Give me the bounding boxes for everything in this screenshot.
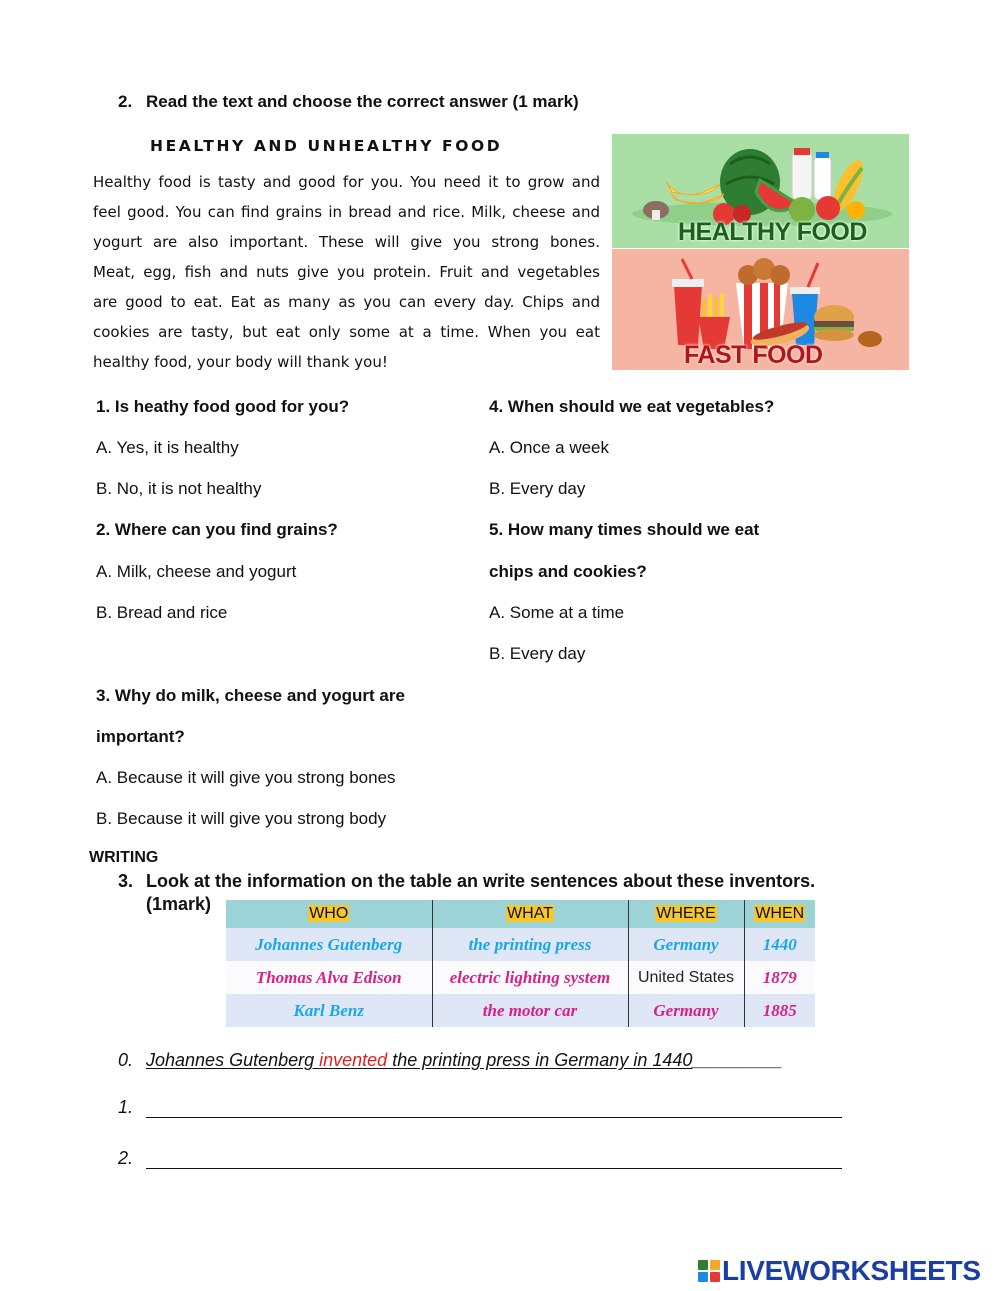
example-part-2: the printing press in Germany in 1440 [387,1050,693,1070]
fast-food-picture [612,249,909,370]
story-line: yogurt are also important. These will give you strong bones. [93,233,600,251]
example-answer [118,1050,782,1071]
header-what-label: WHAT [507,905,553,922]
section-3-mark: (1mark) [146,894,212,914]
header-what [432,900,628,928]
liveworksheets-logo [698,1255,981,1285]
cell-who: Johannes Gutenberg [226,928,432,961]
cell-when: 1885 [744,994,815,1027]
cell-where: United States [628,961,744,994]
table-row [226,928,815,961]
question-2-option-a[interactable]: A. Milk, cheese and yogurt [96,562,297,581]
cell-who: Karl Benz [226,994,432,1027]
story-title: HEALTHY AND UNHEALTHY FOOD [150,137,503,155]
header-when-label: WHEN [755,905,805,922]
question-1-option-b[interactable]: B. No, it is not healthy [96,479,262,498]
answer-row-2 [118,1148,842,1169]
story-line: feel good. You can find grains in bread and rice. Milk, cheese and [93,203,600,221]
cell-where: Germany [628,928,744,961]
answer-row-1 [118,1097,842,1118]
answer-1-number: 1. [118,1097,134,1117]
answer-2-number: 2. [118,1148,134,1168]
story-line: Healthy food is tasty and good for you. You need it to grow and [93,173,600,191]
logo-blocks-icon [698,1258,722,1284]
section-2-number: 2. [118,92,133,111]
section-3-number: 3. [118,871,134,891]
example-verb: invented [319,1050,388,1070]
cell-where: Germany [628,994,744,1027]
cell-when: 1879 [744,961,815,994]
answer-1-input[interactable] [146,1098,842,1118]
story-line: cookies are tasty, but eat only some at a time. When you eat [93,323,600,341]
table-header-row [226,900,815,928]
question-4-option-a[interactable]: A. Once a week [489,438,610,457]
question-3: 3. Why do milk, cheese and yogurt are [96,686,405,705]
question-5-option-a[interactable]: A. Some at a time [489,603,625,622]
example-blank: _________ [692,1050,783,1070]
question-2-option-b[interactable]: B. Bread and rice [96,603,228,622]
answer-2-input[interactable] [146,1149,842,1169]
inventors-table [226,900,815,1027]
header-when [744,900,815,928]
writing-heading: WRITING [89,849,159,866]
story-line: Meat, egg, fish and nuts give you protein. Fruit and vegetables [93,263,600,281]
cell-who: Thomas Alva Edison [226,961,432,994]
question-3-option-b[interactable]: B. Because it will give you strong body [96,809,387,828]
question-5-continued: chips and cookies? [489,562,647,581]
story-line: are good to eat. Eat as many as you can every day. Chips and [93,293,600,311]
example-sentence [146,1050,692,1070]
header-where-label: WHERE [656,905,716,922]
logo-text: LIVEWORKSHEETS [722,1255,981,1286]
table-row [226,994,815,1027]
healthy-food-picture [612,134,909,248]
healthy-food-label: HEALTHY FOOD [678,218,867,246]
table-row [226,961,815,994]
question-1: 1. Is heathy food good for you? [96,397,350,416]
cell-what: the printing press [432,928,628,961]
story-line: healthy food, your body will thank you! [93,353,388,371]
question-1-option-a[interactable]: A. Yes, it is healthy [96,438,239,457]
question-2: 2. Where can you find grains? [96,520,338,539]
section-2-heading [118,92,579,112]
header-where [628,900,744,928]
question-5-option-b[interactable]: B. Every day [489,644,586,663]
header-who-label: WHO [309,905,349,922]
question-4: 4. When should we eat vegetables? [489,397,775,416]
section-3-heading [118,871,815,892]
question-3-option-a[interactable]: A. Because it will give you strong bones [96,768,396,787]
example-part-1: Johannes Gutenberg [146,1050,320,1070]
cell-what: electric lighting system [432,961,628,994]
example-number: 0. [118,1050,134,1070]
question-5: 5. How many times should we eat [489,520,760,539]
question-4-option-b[interactable]: B. Every day [489,479,586,498]
section-2-heading-text: Read the text and choose the correct answer (1 mark) [146,92,579,111]
cell-when: 1440 [744,928,815,961]
header-who [226,900,432,928]
cell-what: the motor car [432,994,628,1027]
fast-food-label: FAST FOOD [684,341,823,369]
question-3-continued: important? [96,727,185,746]
section-3-instruction: Look at the information on the table an write sentences about these inventors. [146,871,816,891]
